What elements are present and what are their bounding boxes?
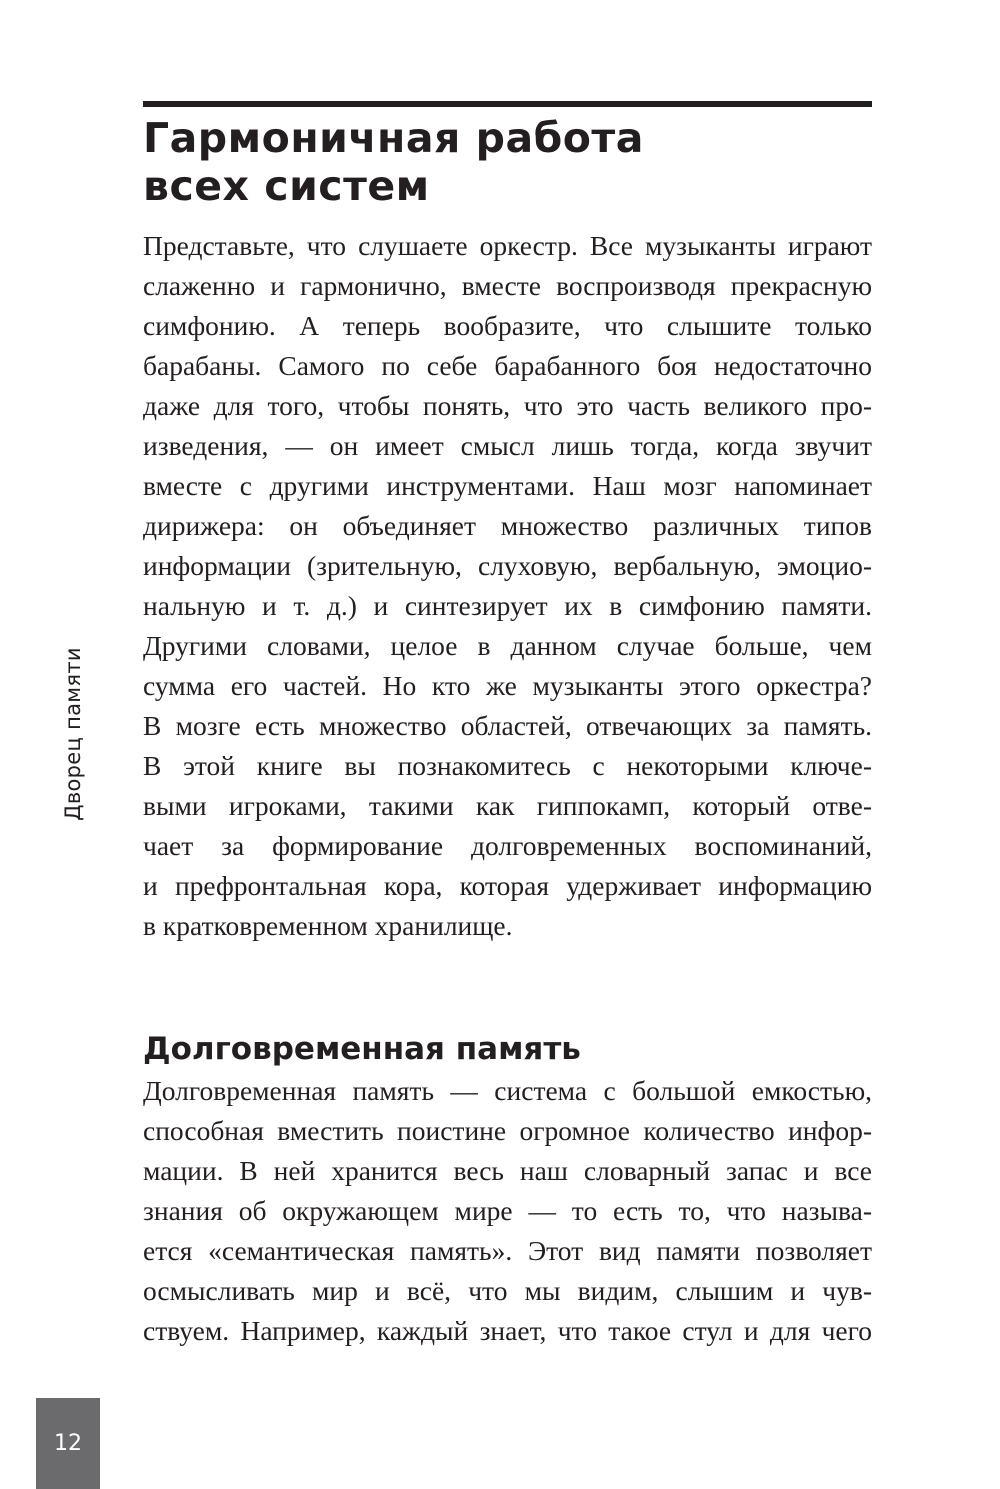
chapter-title [143, 114, 872, 210]
paragraph-line: барабаны. Самого по себе барабанного боя недостаточно [143, 350, 872, 381]
paragraph-line: способная вместить поистине огромное количество инфор- [143, 1115, 872, 1146]
paragraph-line: ется «семантическая память». Этот вид памяти позволяет [143, 1235, 872, 1266]
paragraph-line: Другими словами, целое в данном случае больше, чем [143, 630, 872, 661]
paragraph-line: Долговременная память — система с большой емкостью, [143, 1075, 872, 1106]
page-number-box [36, 1398, 100, 1489]
paragraph-line: мации. В ней хранится весь наш словарный запас и все [143, 1155, 872, 1186]
paragraph-line: осмысливать мир и всё, что мы видим, слышим и чув- [143, 1275, 872, 1306]
chapter-top-rule [143, 101, 872, 107]
paragraph-line: информации (зрительную, слуховую, вербальную, эмоцио- [143, 550, 872, 581]
paragraph-line: и префронтальная кора, которая удерживает информацию [143, 870, 872, 901]
paragraph-line: изведения, — он имеет смысл лишь тогда, когда звучит [143, 430, 872, 461]
paragraph-line: симфонию. А теперь вообразите, что слышите только [143, 310, 872, 341]
running-head [55, 638, 91, 830]
paragraph-line: дирижера: он объединяет множество различных типов [143, 510, 872, 541]
paragraph-line: Представьте, что слушаете оркестр. Все музыканты играют [143, 230, 872, 261]
chapter-title-line: Гармоничная работа [143, 114, 644, 162]
paragraph-line: слаженно и гармонично, вместе воспроизводя прекрасную [143, 270, 872, 301]
paragraph-line: чает за формирование долговременных воспоминаний, [143, 830, 872, 861]
paragraph-line: даже для того, чтобы понять, что это часть великого про- [143, 390, 872, 421]
paragraph-line: ствуем. Например, каждый знает, что такое стул и для чего [143, 1315, 872, 1346]
running-head-text: Дворец памяти [61, 647, 85, 821]
chapter-title-line: всех систем [143, 162, 430, 210]
paragraph-line: вместе с другими инструментами. Наш мозг напоминает [143, 470, 872, 501]
paragraph-line: знания об окружающем мире — то есть то, что называ- [143, 1195, 872, 1226]
section-heading: Долговременная память [143, 1031, 581, 1067]
paragraph-line: нальную и т. д.) и синтезирует их в симфонию памяти. [143, 590, 872, 621]
page-number: 12 [54, 1431, 82, 1456]
paragraph-line: В этой книге вы познакомитесь с некоторыми ключе- [143, 750, 872, 781]
paragraph-line: в кратковременном хранилище. [143, 910, 513, 941]
paragraph-line: сумма его частей. Но кто же музыканты этого оркестра? [143, 670, 872, 701]
paragraph-line: В мозге есть множество областей, отвечающих за память. [143, 710, 872, 741]
paragraph-line: выми игроками, такими как гиппокамп, который отве- [143, 790, 872, 821]
